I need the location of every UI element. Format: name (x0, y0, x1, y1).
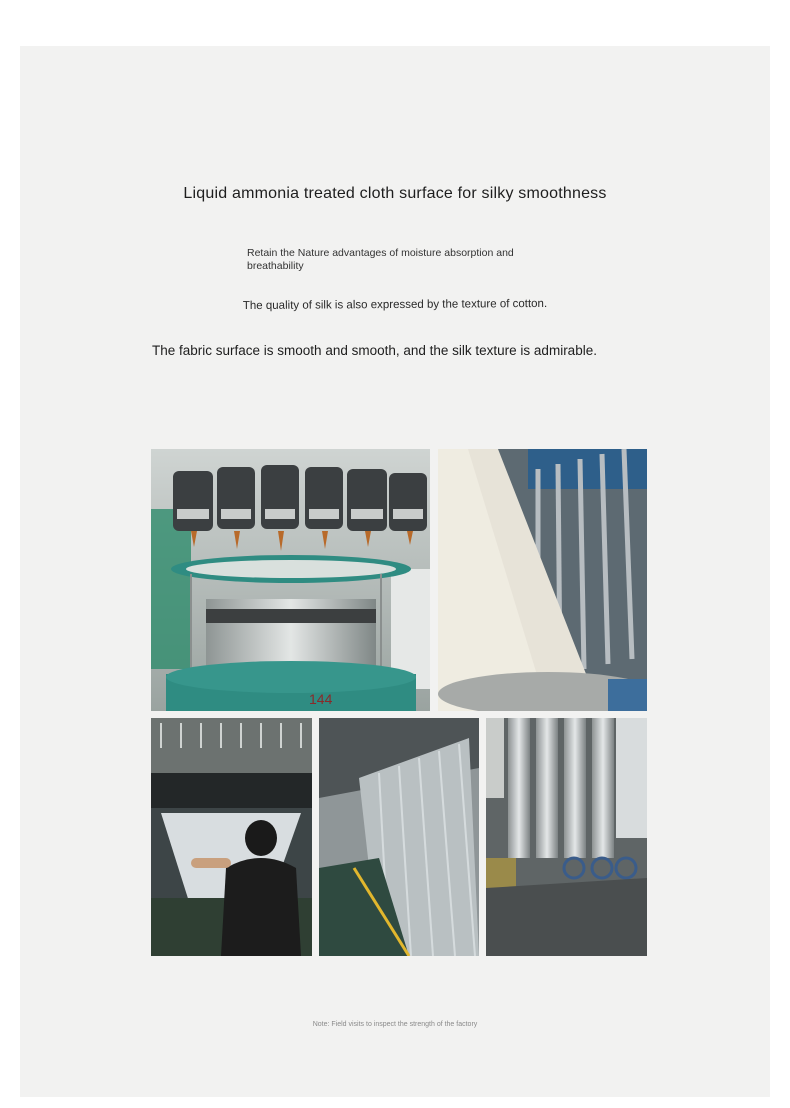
subtitle-fabric-surface: The fabric surface is smooth and smooth, and the silk texture is admirable. (152, 343, 597, 358)
subtitle-moisture: Retain the Nature advantages of moisture absorption and breathability (247, 247, 514, 272)
subtitle-silk-quality: The quality of silk is also expressed by the texture of cotton. (242, 297, 548, 313)
factory-note: Note: Field visits to inspect the strength of the factory (312, 1021, 478, 1028)
fabric-roll-photo (438, 449, 647, 711)
page-heading: Liquid ammonia treated cloth surface for silky smoothness (183, 185, 607, 202)
circular-knitting-machine-photo (151, 449, 430, 711)
dyeing-tanks-photo (486, 718, 647, 956)
factory-aisle-photo (319, 718, 479, 956)
machine-number: 144 (309, 691, 333, 707)
worker-inspecting-fabric-photo (151, 718, 312, 956)
